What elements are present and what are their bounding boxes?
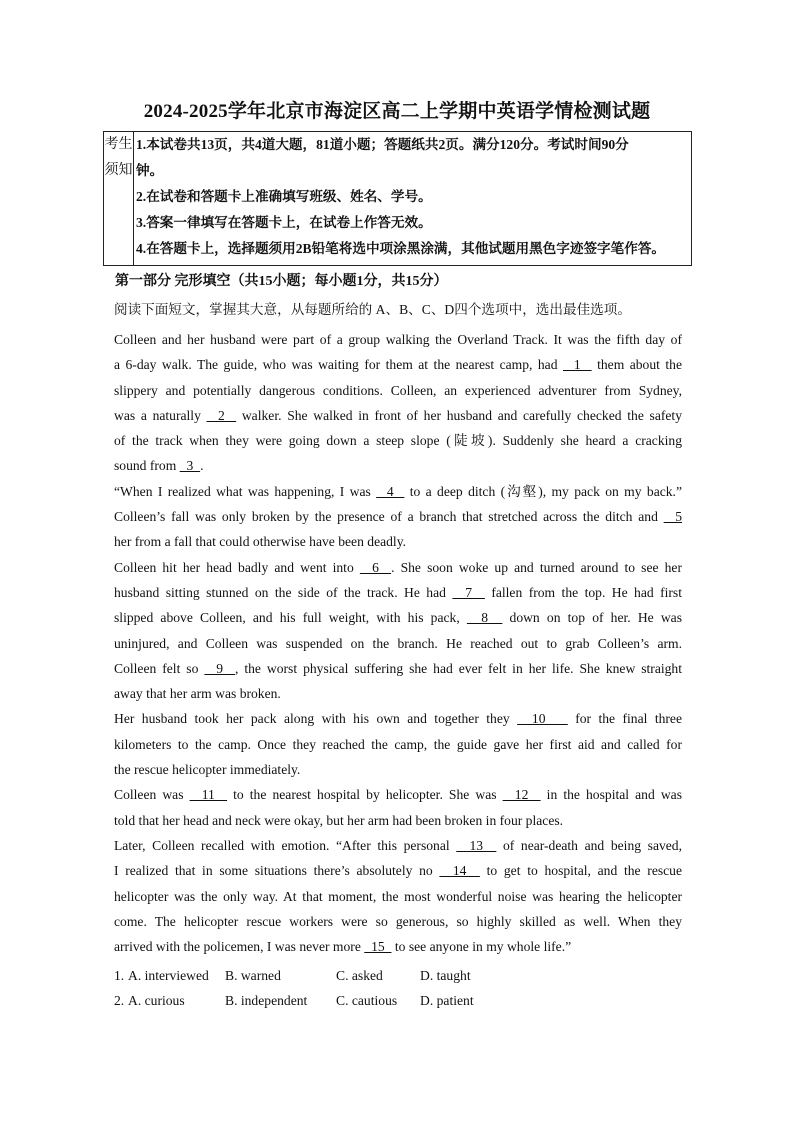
passage-line	[114, 428, 682, 453]
passage-text: . She soon woke up and turned around to see her	[391, 559, 682, 575]
passage-text: Colleen hit her head badly and went into	[114, 559, 360, 575]
passage-text: told that her head and neck were okay, but her arm had been broken in four places.	[114, 812, 564, 828]
passage-line	[114, 757, 682, 782]
passage-text: of the track when they were going down a steep slope (陡坡). Suddenly she heard a cracking	[114, 433, 682, 449]
answer-blank: 10	[517, 711, 568, 727]
passage-line	[114, 580, 682, 605]
answer-blank: 8	[466, 610, 503, 626]
passage-line	[114, 782, 682, 807]
answer-blank: 12	[502, 787, 541, 803]
passage-text: slippery and potentially dangerous conditions. Colleen, an experienced adventurer from Sydney,	[114, 382, 682, 398]
passage-line	[114, 808, 682, 833]
passage-line	[114, 858, 682, 883]
passage-text: to see anyone in my whole life.”	[391, 939, 572, 955]
notice-item-1: 1.本试卷共13页，共4道大题，81道小题；答题纸共2页。满分120分。考试时间90分	[136, 137, 629, 152]
page-title: 2024-2025学年北京市海淀区高二上学期中英语学情检测试题	[143, 101, 651, 122]
passage-line	[114, 555, 682, 580]
answer-blank: 14	[439, 863, 480, 879]
passage-line	[114, 681, 682, 706]
passage-text: to get to hospital, and the rescue	[479, 863, 683, 879]
answer-blank: 2	[206, 407, 237, 423]
option-1c: C. asked	[336, 968, 383, 983]
passage-line	[114, 909, 682, 934]
passage-line	[114, 732, 682, 757]
passage-text: Later, Colleen recalled with emotion. “After this personal	[114, 837, 457, 853]
passage-text: the rescue helicopter immediately.	[114, 762, 301, 778]
passage-line	[114, 656, 682, 681]
passage-line	[114, 327, 682, 352]
answer-blank: 9	[204, 660, 235, 676]
answer-blank: 11	[189, 787, 228, 803]
answer-blank: 13	[456, 837, 497, 853]
option-1d: D. taught	[420, 968, 471, 983]
passage-text: Colleen’s fall was only broken by the presence of a branch that stretched across the ditch and	[114, 509, 664, 525]
passage-line	[114, 706, 682, 731]
passage-text: Her husband took her pack along with his own and together they	[114, 711, 518, 727]
passage-line	[114, 378, 682, 403]
passage-line	[114, 605, 682, 630]
passage-text: Colleen was	[114, 787, 190, 803]
option-2d: D. patient	[420, 993, 474, 1008]
notice-item-2: 2.在试卷和答题卡上准确填写班级、姓名、学号。	[136, 189, 432, 204]
passage-line	[114, 504, 682, 529]
notice-items	[134, 132, 691, 262]
passage-text: “When I realized what was happening, I was	[114, 483, 377, 499]
passage-line	[114, 934, 682, 959]
passage-text: to the nearest hospital by helicopter. She was	[227, 787, 503, 803]
instruction-block	[114, 297, 682, 322]
option-1b: B. warned	[225, 968, 281, 983]
answer-blank: 1	[562, 357, 592, 373]
passage	[114, 327, 682, 959]
passage-text: for the final three	[567, 711, 682, 727]
passage-text: her from a fall that could otherwise have been deadly.	[114, 534, 407, 550]
passage-text: walker. She walked in front of her husband and carefully checked the safety	[236, 407, 683, 423]
passage-line	[114, 479, 682, 504]
passage-line	[114, 631, 682, 656]
passage-text: of near-death and being saved,	[496, 837, 683, 853]
notice-box	[103, 131, 692, 266]
option-row-2: 2. A. curious B. independent C. cautious D. patient	[114, 993, 474, 1008]
passage-line	[114, 884, 682, 909]
passage-line	[114, 833, 682, 858]
passage-text: I realized that in some situations there’s absolutely no	[114, 863, 440, 879]
passage-text: away that her arm was broken.	[114, 686, 281, 702]
option-2a: A. curious	[128, 993, 185, 1008]
passage-line	[114, 529, 682, 554]
passage-text: arrived with the policemen, I was never more	[114, 939, 365, 955]
instruction: 阅读下面短文，掌握其大意，从每题所给的 A、B、C、D四个选项中，选出最佳选项。	[114, 302, 631, 317]
option-2c: C. cautious	[336, 993, 398, 1008]
answer-blank: 15	[364, 939, 392, 955]
passage-text: uninjured, and Colleen was suspended on the branch. He reached out to grab Colleen’s arm.	[114, 635, 682, 651]
notice-label: 考生 须知	[104, 132, 134, 265]
passage-text: a 6-day walk. The guide, who was waiting for them at the nearest camp, had	[114, 357, 563, 373]
passage-text: fallen from the top. He had first	[484, 584, 683, 600]
passage-text: helicopter was the only way. At that moment, the most wonderful noise was hearing the helicopter	[114, 888, 682, 904]
notice-item-3: 3.答案一律填写在答题卡上，在试卷上作答无效。	[136, 215, 432, 230]
notice-item-1-cont: 钟。	[136, 163, 164, 178]
passage-line	[114, 403, 682, 428]
option-2b: B. independent	[225, 993, 308, 1008]
answer-blank: 6	[359, 559, 392, 575]
passage-text: in the hospital and was	[540, 787, 682, 803]
passage-text: Colleen felt so	[114, 660, 205, 676]
passage-text: Colleen and her husband were part of a group walking the Overland Track. It was the fifth day of	[114, 332, 682, 347]
option-1a: A. interviewed	[128, 968, 209, 983]
passage-text: , the worst physical suffering she had ever felt in her life. She knew straight	[234, 660, 683, 676]
passage-text: come. The helicopter rescue workers were so generous, so highly skilled as well. When they	[114, 913, 682, 929]
passage-text: sound from	[114, 458, 180, 474]
passage-text: to a deep ditch (沟壑), my pack on my back.”	[404, 483, 682, 499]
passage-text: them about the	[591, 357, 683, 373]
answer-blank: 7	[452, 584, 485, 600]
answer-blank: 4	[376, 483, 405, 499]
passage-text: .	[200, 458, 204, 474]
answer-blank: 3	[179, 458, 201, 474]
passage-text: husband sitting stunned on the side of the track. He had	[114, 584, 453, 600]
passage-text: was a naturally	[114, 407, 207, 423]
option-row-1: 1. A. interviewed B. warned C. asked D. taught	[114, 968, 471, 983]
passage-text: down on top of her. He was	[502, 610, 682, 626]
passage-line	[114, 453, 682, 478]
answer-blank: 5	[663, 509, 683, 525]
notice-item-4: 4.在答题卡上，选择题须用2B铅笔将选中项涂黑涂满，其他试题用黑色字迹签字笔作答。	[136, 241, 666, 256]
passage-text: kilometers to the camp. Once they reached the camp, the guide gave her first aid and called for	[114, 736, 682, 752]
section-title: 第一部分 完形填空（共15小题；每小题1分，共15分）	[115, 274, 448, 289]
passage-text: slipped above Colleen, and his full weight, with his pack,	[114, 610, 467, 626]
passage-line	[114, 352, 682, 377]
